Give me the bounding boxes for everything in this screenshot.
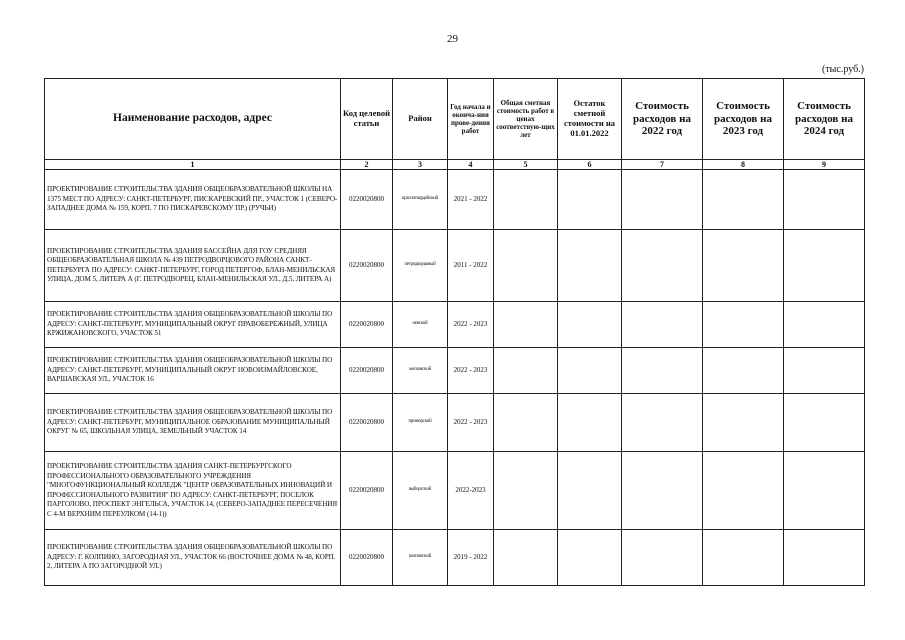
row-name: ПРОЕКТИРОВАНИЕ СТРОИТЕЛЬСТВА ЗДАНИЯ ОБЩЕОБРАЗОВАТЕЛЬНОЙ ШКОЛЫ ПО АДРЕСУ: САНКТ-ПЕТЕРБУРГ, МУНИЦИПАЛЬНОЕ ОБРАЗОВАНИЕ МУНИЦИПАЛЬНЫЙ ОКРУГ № 65, ШКОЛЬНАЯ УЛИЦА, ЗЕМЕЛЬНЫЙ УЧАСТОК 14 xyxy=(45,394,341,452)
row-estimate xyxy=(494,394,558,452)
row-code: 0220020800 xyxy=(341,170,393,230)
row-years: 2022 - 2023 xyxy=(448,394,494,452)
row-years: 2011 - 2022 xyxy=(448,230,494,302)
row-cost-2023 xyxy=(703,230,784,302)
column-number: 6 xyxy=(558,160,622,170)
column-number: 3 xyxy=(393,160,448,170)
table-row xyxy=(45,530,865,586)
row-cost-2022 xyxy=(622,530,703,586)
row-code: 0220020800 xyxy=(341,348,393,394)
row-cost-2022 xyxy=(622,394,703,452)
row-cost-2024 xyxy=(784,452,865,530)
row-cost-2023 xyxy=(703,170,784,230)
row-estimate xyxy=(494,348,558,394)
row-name: ПРОЕКТИРОВАНИЕ СТРОИТЕЛЬСТВА ЗДАНИЯ ОБЩЕОБРАЗОВАТЕЛЬНОЙ ШКОЛЫ НА 1375 МЕСТ ПО АДРЕСУ: САНКТ-ПЕТЕРБУРГ, ПИСКАРЕВСКИЙ ПР., УЧАСТОК 1 (СЕВЕРО-ЗАПАДНЕЕ ДОМА № 159, КОРП. 7 ПО ПИСКАРЕВСКОМУ ПР.) (РУЧЬИ) xyxy=(45,170,341,230)
row-name: ПРОЕКТИРОВАНИЕ СТРОИТЕЛЬСТВА ЗДАНИЯ БАССЕЙНА ДЛЯ ГОУ СРЕДНЯЯ ОБЩЕОБРАЗОВАТЕЛЬНАЯ ШКОЛА № 439 ПЕТРОДВОРЦОВОГО РАЙОНА САНКТ-ПЕТЕРБУРГА ПО АДРЕСУ: САНКТ-ПЕТЕРБУРГ, ГОРОД ПЕТЕРГОФ, БЛАН-МЕНИЛЬСКАЯ УЛИЦА, ДОМ 5, ЛИТЕРА А (Г. ПЕТРОДВОРЕЦ, БЛАН-МЕНИЛЬСКАЯ УЛ., Д.5, ЛИТЕРА А) xyxy=(45,230,341,302)
row-code: 0220020800 xyxy=(341,530,393,586)
header-estimate: Общая сметная стоимость работ в ценах соответствую-щих лет xyxy=(494,79,558,160)
row-cost-2023 xyxy=(703,394,784,452)
column-number: 2 xyxy=(341,160,393,170)
column-number: 7 xyxy=(622,160,703,170)
row-cost-2022 xyxy=(622,348,703,394)
row-cost-2024 xyxy=(784,530,865,586)
row-cost-2024 xyxy=(784,348,865,394)
row-name: ПРОЕКТИРОВАНИЕ СТРОИТЕЛЬСТВА ЗДАНИЯ САНКТ-ПЕТЕРБУРГСКОГО ПРОФЕССИОНАЛЬНОГО ОБРАЗОВАТЕЛЬНОГО УЧРЕЖДЕНИЯ "МНОГОФУНКЦИОНАЛЬНЫЙ КОЛЛЕДЖ "ЦЕНТР ОБРАЗОВАТЕЛЬНЫХ ИННОВАЦИЙ И ПРОФЕССИОНАЛЬНОГО РАЗВИТИЯ" ПО АДРЕСУ: САНКТ-ПЕТЕРБУРГ, ПОСЕЛОК ПАРГОЛОВО, ПРОСПЕКТ ЭНГЕЛЬСА, УЧАСТОК 14, (СЕВЕРО-ЗАПАДНЕЕ ПЕРЕСЕЧЕНИЯ С 4-М ВЕРХНИМ ПЕРЕУЛКОМ (14-1)) xyxy=(45,452,341,530)
row-remainder xyxy=(558,230,622,302)
header-row xyxy=(45,79,865,160)
row-district: петродворцовый xyxy=(393,230,448,302)
row-cost-2023 xyxy=(703,452,784,530)
row-district: выборгский xyxy=(393,452,448,530)
column-number: 9 xyxy=(784,160,865,170)
row-years: 2019 - 2022 xyxy=(448,530,494,586)
row-name: ПРОЕКТИРОВАНИЕ СТРОИТЕЛЬСТВА ЗДАНИЯ ОБЩЕОБРАЗОВАТЕЛЬНОЙ ШКОЛЫ ПО АДРЕСУ: САНКТ-ПЕТЕРБУРГ, МУНИЦИПАЛЬНЫЙ ОКРУГ НОВОИЗМАЙЛОВСКОЕ, ВАРШАВСКАЯ УЛ., УЧАСТОК 16 xyxy=(45,348,341,394)
header-district: Район xyxy=(393,79,448,160)
row-name: ПРОЕКТИРОВАНИЕ СТРОИТЕЛЬСТВА ЗДАНИЯ ОБЩЕОБРАЗОВАТЕЛЬНОЙ ШКОЛЫ ПО АДРЕСУ: САНКТ-ПЕТЕРБУРГ, МУНИЦИПАЛЬНЫЙ ОКРУГ ПРАВОБЕРЕЖНЫЙ, УЛИЦА КРЖИЖАНОВСКОГО, УЧАСТОК 51 xyxy=(45,302,341,348)
row-cost-2022 xyxy=(622,302,703,348)
row-years: 2022 - 2023 xyxy=(448,302,494,348)
row-estimate xyxy=(494,452,558,530)
row-district: приморский xyxy=(393,394,448,452)
row-estimate xyxy=(494,230,558,302)
row-estimate xyxy=(494,302,558,348)
row-remainder xyxy=(558,394,622,452)
table-row xyxy=(45,394,865,452)
header-cost-2022: Стоимость расходов на 2022 год xyxy=(622,79,703,160)
header-code: Код целевой статьи xyxy=(341,79,393,160)
table-row xyxy=(45,230,865,302)
row-name: ПРОЕКТИРОВАНИЕ СТРОИТЕЛЬСТВА ЗДАНИЯ ОБЩЕОБРАЗОВАТЕЛЬНОЙ ШКОЛЫ ПО АДРЕСУ: Г. КОЛПИНО, ЗАГОРОДНАЯ УЛ., УЧАСТОК 66 (ВОСТОЧНЕЕ ДОМА № 48, КОРП. 2, ЛИТЕРА А ПО ЗАГОРОДНОЙ УЛ.) xyxy=(45,530,341,586)
column-number: 5 xyxy=(494,160,558,170)
page-number: 29 xyxy=(447,33,458,45)
row-cost-2024 xyxy=(784,302,865,348)
row-years: 2021 - 2022 xyxy=(448,170,494,230)
row-cost-2024 xyxy=(784,394,865,452)
row-years: 2022 - 2023 xyxy=(448,348,494,394)
row-cost-2022 xyxy=(622,452,703,530)
row-estimate xyxy=(494,530,558,586)
header-name: Наименование расходов, адрес xyxy=(45,79,341,160)
table-row xyxy=(45,452,865,530)
units-label: (тыс.руб.) xyxy=(821,64,864,75)
column-number-row xyxy=(45,160,865,170)
row-remainder xyxy=(558,530,622,586)
table-row xyxy=(45,170,865,230)
row-years: 2022-2023 xyxy=(448,452,494,530)
row-cost-2022 xyxy=(622,230,703,302)
header-years: Год начала и оконча-ния прове-дения работ xyxy=(448,79,494,160)
row-remainder xyxy=(558,302,622,348)
row-estimate xyxy=(494,170,558,230)
row-cost-2024 xyxy=(784,170,865,230)
table-row xyxy=(45,348,865,394)
row-district: красногвардейский xyxy=(393,170,448,230)
row-cost-2023 xyxy=(703,302,784,348)
header-cost-2024: Стоимость расходов на 2024 год xyxy=(784,79,865,160)
row-cost-2023 xyxy=(703,348,784,394)
row-remainder xyxy=(558,452,622,530)
row-code: 0220020800 xyxy=(341,302,393,348)
row-district: невский xyxy=(393,302,448,348)
header-remainder: Остаток сметной стоимости на 01.01.2022 xyxy=(558,79,622,160)
column-number: 8 xyxy=(703,160,784,170)
table-row xyxy=(45,302,865,348)
row-cost-2024 xyxy=(784,230,865,302)
expenses-table xyxy=(44,78,865,586)
row-code: 0220020800 xyxy=(341,394,393,452)
row-cost-2022 xyxy=(622,170,703,230)
header-cost-2023: Стоимость расходов на 2023 год xyxy=(703,79,784,160)
row-district: колпинский xyxy=(393,530,448,586)
row-remainder xyxy=(558,348,622,394)
row-district: московский xyxy=(393,348,448,394)
row-cost-2023 xyxy=(703,530,784,586)
row-remainder xyxy=(558,170,622,230)
row-code: 0220020800 xyxy=(341,230,393,302)
column-number: 1 xyxy=(45,160,341,170)
row-code: 0220020800 xyxy=(341,452,393,530)
column-number: 4 xyxy=(448,160,494,170)
